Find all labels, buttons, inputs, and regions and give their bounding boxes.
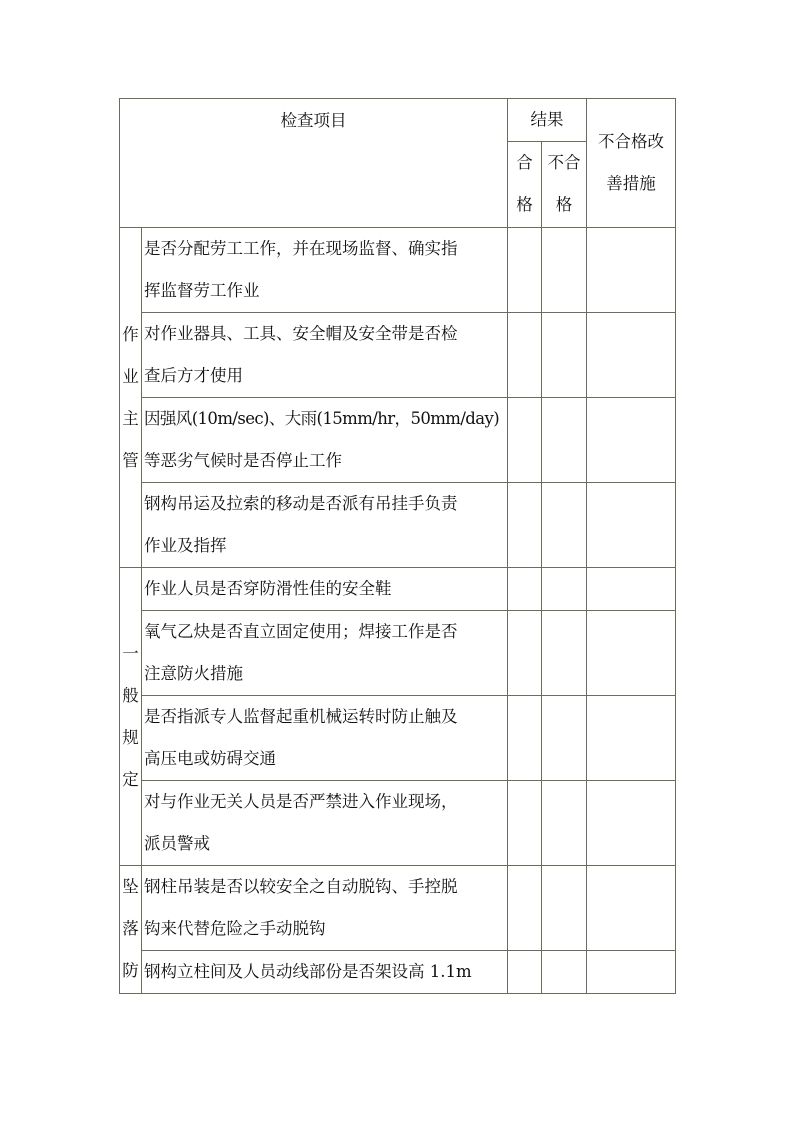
pass-cell[interactable] [508,951,542,994]
pass-cell[interactable] [508,568,542,611]
category-char: 坠 [122,877,139,896]
pass-cell[interactable] [508,696,542,781]
item-line: 是否分配劳工工作，并在现场监督、确实指 [144,239,458,258]
improvement-cell[interactable] [587,611,676,696]
pass-cell[interactable] [508,483,542,568]
improvement-cell[interactable] [587,696,676,781]
item-cell [142,398,508,483]
table-row [120,696,676,781]
header-fail-line: 格 [555,195,573,214]
item-line: 作业人员是否穿防滑性佳的安全鞋 [144,579,392,598]
item-cell [142,611,508,696]
item-line: 作业及指挥 [144,536,227,555]
header-fail [542,142,587,228]
item-line: 是否指派专人监督起重机械运转时防止触及 [144,707,458,726]
header-fix-line: 善措施 [606,174,656,193]
pass-cell[interactable] [508,866,542,951]
improvement-cell[interactable] [587,483,676,568]
category-char: 主 [122,408,139,428]
pass-cell[interactable] [508,313,542,398]
category-char: 一 [122,643,139,663]
category-cell [120,866,142,994]
category-char: 业 [122,366,139,386]
item-cell [142,866,508,951]
table-row [120,611,676,696]
improvement-cell[interactable] [587,313,676,398]
item-cell [142,228,508,313]
fail-cell[interactable] [542,313,587,398]
category-char: 作 [122,324,139,344]
fail-cell[interactable] [542,483,587,568]
pass-cell[interactable] [508,228,542,313]
item-cell [142,951,508,994]
fail-cell[interactable] [542,696,587,781]
item-cell [142,696,508,781]
header-fail-line: 不合 [547,153,581,172]
improvement-cell[interactable] [587,568,676,611]
improvement-cell[interactable] [587,951,676,994]
item-line: 注意防火措施 [144,664,243,683]
fail-cell[interactable] [542,568,587,611]
table-row [120,313,676,398]
item-cell [142,781,508,866]
header-pass [508,142,542,228]
header-result: 结果 [508,99,587,142]
category-cell [120,228,142,568]
header-improvement-measures [587,99,676,228]
pass-cell[interactable] [508,781,542,866]
category-char: 定 [122,769,139,789]
improvement-cell[interactable] [587,398,676,483]
improvement-cell[interactable] [587,781,676,866]
fail-cell[interactable] [542,866,587,951]
item-cell [142,313,508,398]
fail-cell[interactable] [542,951,587,994]
pass-cell[interactable] [508,398,542,483]
category-char: 防 [122,961,139,980]
header-pass-line: 合 [516,153,533,172]
inspection-table [119,98,676,994]
fail-cell[interactable] [542,228,587,313]
item-line: 氧气乙炔是否直立固定使用；焊接工作是否 [144,622,458,641]
item-line: 钢柱吊装是否以较安全之自动脱钩、手控脱 [144,877,458,896]
table-row [120,951,676,994]
item-cell [142,568,508,611]
improvement-cell[interactable] [587,228,676,313]
table-row [120,228,676,313]
table-row [120,568,676,611]
pass-cell[interactable] [508,611,542,696]
fail-cell[interactable] [542,781,587,866]
category-char: 落 [122,919,139,938]
fail-cell[interactable] [542,398,587,483]
table-row [120,866,676,951]
header-fix-line: 不合格改 [598,132,664,151]
item-line: 钢构吊运及拉索的移动是否派有吊挂手负责 [144,494,458,513]
item-line: 查后方才使用 [144,366,243,385]
item-line: 对作业器具、工具、安全帽及安全带是否检 [144,324,458,343]
item-line: 因强风(10m/sec)、大雨(15mm/hr，50mm/day) [144,409,500,428]
fail-cell[interactable] [542,611,587,696]
category-char: 般 [122,685,139,705]
item-line: 等恶劣气候时是否停止工作 [144,451,342,470]
improvement-cell[interactable] [587,866,676,951]
item-cell [142,483,508,568]
category-cell [120,568,142,866]
table-row [120,483,676,568]
header-pass-line: 格 [516,195,533,214]
item-line: 派员警戒 [144,834,210,853]
item-line: 钩来代替危险之手动脱钩 [144,919,326,938]
item-line: 高压电或妨碍交通 [144,749,276,768]
item-line: 挥监督劳工作业 [144,281,260,300]
item-line: 对与作业无关人员是否严禁进入作业现场， [144,792,458,811]
table-row [120,781,676,866]
category-char: 规 [122,727,139,747]
header-inspection-item: 检查项目 [120,99,508,228]
category-char: 管 [122,450,139,470]
item-line: 钢构立柱间及人员动线部份是否架设高 1.1m [144,962,472,981]
table-row [120,398,676,483]
